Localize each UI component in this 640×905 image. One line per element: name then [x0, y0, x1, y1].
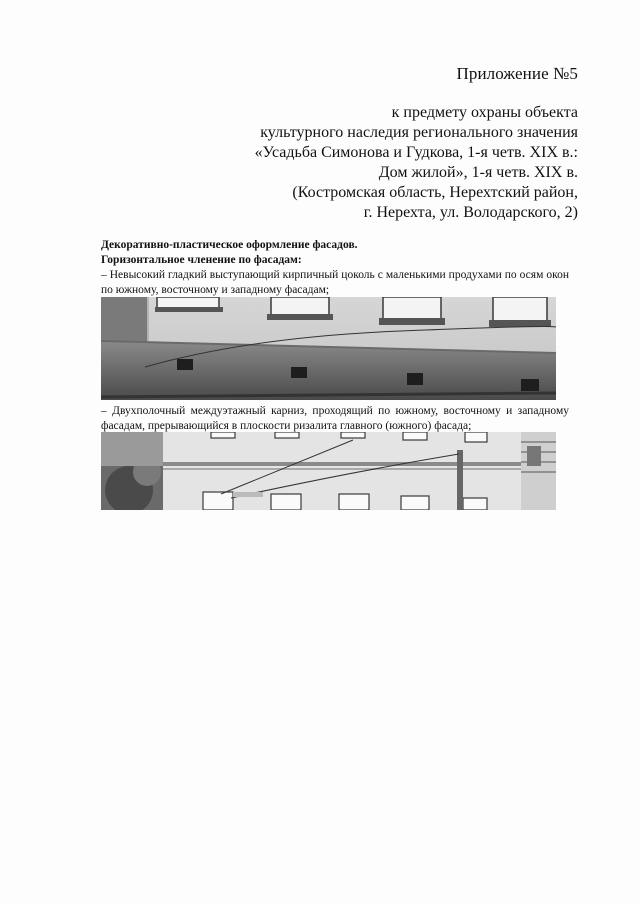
- header-block: [255, 103, 578, 223]
- header-line: Дом жилой», 1-я четв. XIX в.: [378, 164, 578, 181]
- cornice-photo-image: [101, 432, 556, 510]
- header-line: «Усадьба Симонова и Гудкова, 1-я четв. XIX в.:: [254, 144, 578, 161]
- item-plinth: – Невысокий гладкий выступающий кирпичный цоколь с маленькими продухами по осям окон по южному, восточному и западному фасадам;: [101, 269, 569, 296]
- plinth-photo: [101, 297, 556, 400]
- header-line: г. Нерехта, ул. Володарского, 2): [363, 204, 578, 221]
- header-line: (Костромская область, Нерехтский район,: [292, 184, 578, 201]
- subsection-title: Горизонтальное членение по фасадам:: [101, 254, 302, 266]
- section-heading: [101, 238, 569, 298]
- appendix-number: Приложение №5: [456, 64, 578, 83]
- item-cornice-text: [101, 404, 569, 434]
- cornice-photo: [101, 432, 556, 510]
- header-line: культурного наследия регионального значения: [260, 124, 578, 141]
- item-cornice: – Двухполочный междуэтажный карниз, проходящий по южному, восточному и западному фасадам, прерывающийся в плоскости ризалита главного (южного) фасада;: [101, 405, 569, 432]
- section-title: Декоративно-пластическое оформление фасадов.: [101, 239, 358, 251]
- plinth-photo-image: [101, 297, 556, 400]
- header-line: к предмету охраны объекта: [391, 104, 578, 121]
